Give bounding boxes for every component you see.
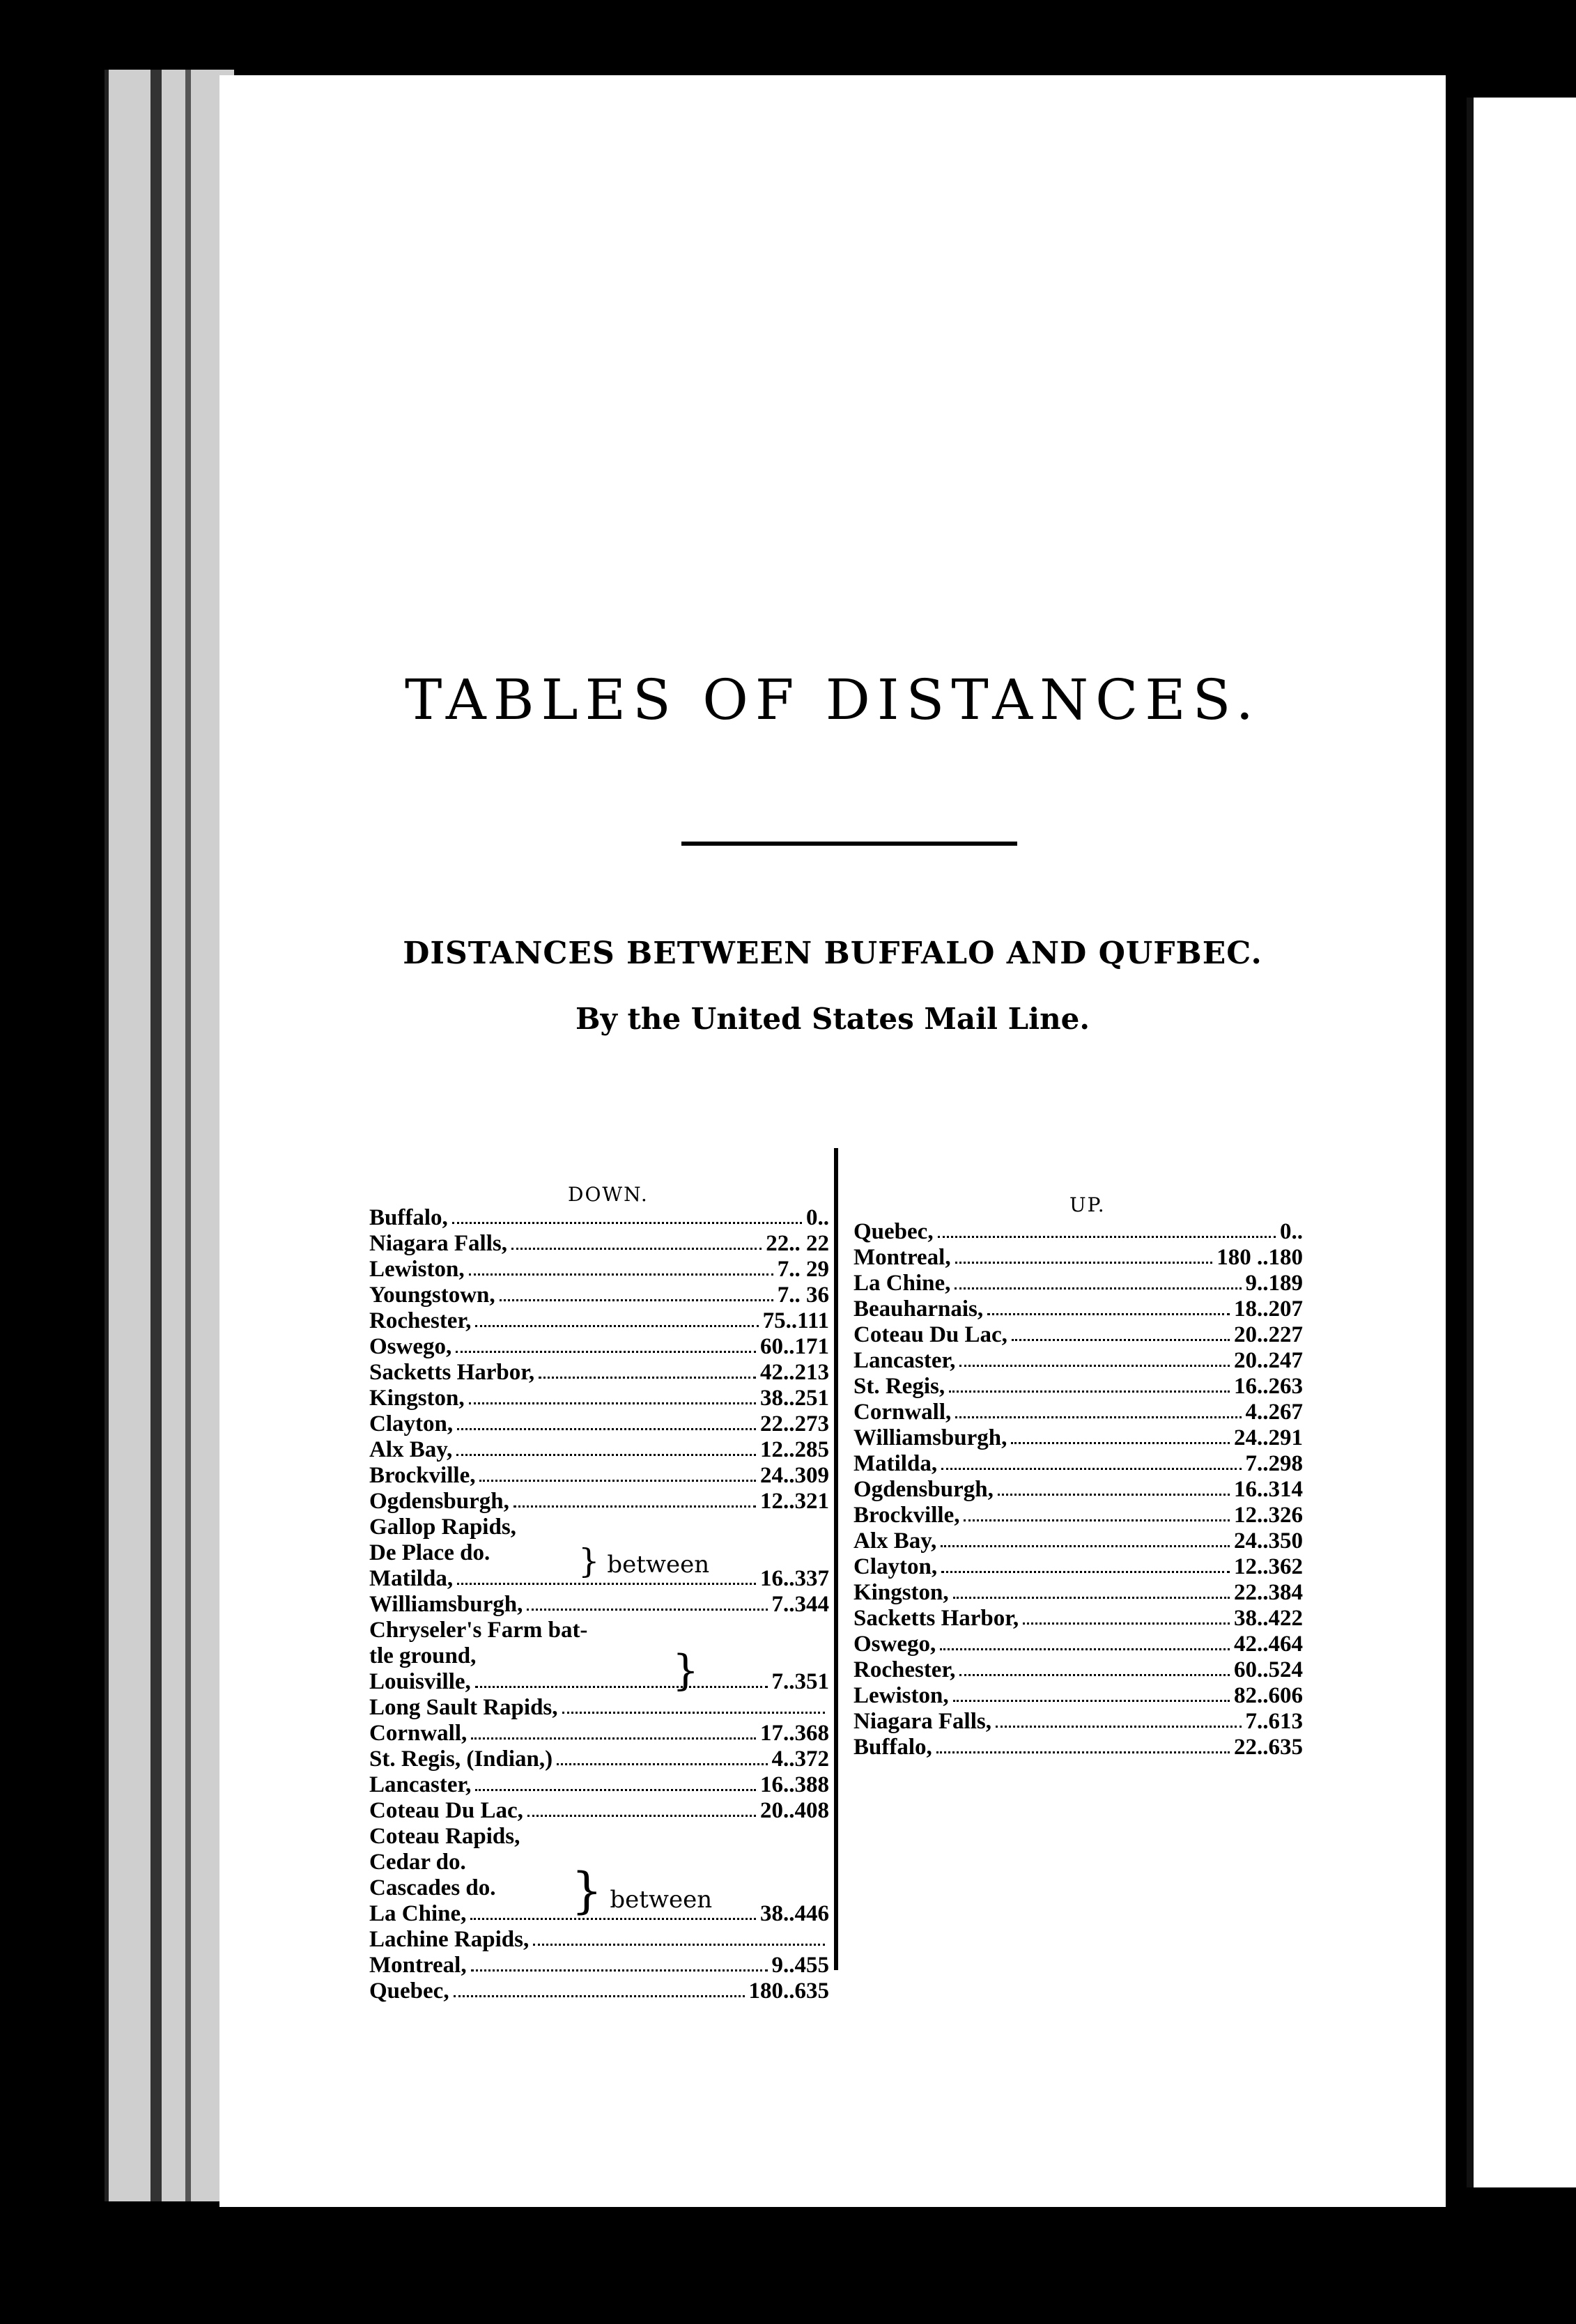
up-place-name: Kingston,: [853, 1580, 949, 1605]
up-distance: 9..189: [1245, 1271, 1303, 1296]
down-distance: 12..321: [760, 1489, 829, 1514]
down-table-row: [369, 1205, 829, 1231]
down-place-name: Matilda,: [369, 1566, 454, 1591]
up-table-row: [853, 1503, 1303, 1528]
up-table-row: [853, 1219, 1303, 1245]
up-table-row: [853, 1348, 1303, 1374]
down-table-row: [369, 1824, 829, 1850]
down-distance: 0..: [806, 1205, 829, 1230]
down-place-name: Gallop Rapids,: [369, 1515, 516, 1540]
up-distance: 24..350: [1234, 1528, 1303, 1554]
down-distance: 7.. 36: [777, 1283, 829, 1308]
up-place-name: Brockville,: [853, 1503, 960, 1528]
down-distance: 22..273: [760, 1411, 829, 1436]
leader-dots: [511, 1231, 762, 1250]
down-place-name: Chryseler's Farm bat-: [369, 1618, 588, 1643]
down-place-name: De Place do.: [369, 1540, 490, 1565]
down-place-name: Oswego,: [369, 1334, 452, 1359]
down-table-row: [369, 1334, 829, 1360]
down-place-name: La Chine,: [369, 1901, 467, 1926]
leader-dots: [469, 1386, 756, 1404]
down-place-name: Brockville,: [369, 1463, 476, 1488]
leader-dots: [527, 1798, 756, 1817]
down-table-row: [369, 1463, 829, 1489]
up-table-row: [853, 1528, 1303, 1554]
leader-dots: [955, 1400, 1241, 1418]
down-distance: 7.. 29: [777, 1257, 829, 1282]
leader-dots: [456, 1437, 756, 1456]
down-place-name: Sacketts Harbor,: [369, 1360, 535, 1385]
leader-dots: [936, 1735, 1230, 1753]
leader-dots: [475, 1308, 758, 1327]
down-place-name: Montreal,: [369, 1953, 467, 1978]
leader-dots: [475, 1669, 768, 1688]
up-place-name: Montreal,: [853, 1245, 951, 1270]
up-table-row: [853, 1580, 1303, 1606]
down-distance: 38..446: [760, 1901, 829, 1926]
up-place-name: Oswego,: [853, 1632, 936, 1657]
leader-dots: [1011, 1425, 1230, 1444]
down-place-name: tle ground,: [369, 1643, 477, 1668]
leader-dots: [456, 1334, 756, 1353]
leader-dots: [539, 1360, 756, 1379]
up-place-name: Buffalo,: [853, 1735, 932, 1760]
down-place-name: Cornwall,: [369, 1721, 468, 1746]
down-table-row: [369, 1515, 829, 1540]
up-place-name: Williamsburgh,: [853, 1425, 1007, 1450]
facing-page: [1467, 98, 1576, 2187]
down-place-name: Buffalo,: [369, 1205, 448, 1230]
up-distance: 180 ..180: [1216, 1245, 1303, 1270]
down-distance: 20..408: [760, 1798, 829, 1823]
leader-dots: [476, 1643, 829, 1669]
down-table-row: [369, 1643, 829, 1669]
down-table-row: [369, 1953, 829, 1978]
up-place-name: Quebec,: [853, 1219, 934, 1244]
leader-dots: [471, 1953, 768, 1971]
up-place-name: Coteau Du Lac,: [853, 1322, 1007, 1347]
down-table-row: [369, 1746, 829, 1772]
down-table-row: [369, 1489, 829, 1515]
page: [219, 75, 1446, 2207]
leader-dots: [475, 1772, 756, 1791]
up-place-name: Lewiston,: [853, 1683, 949, 1708]
up-distance: 12..362: [1234, 1554, 1303, 1579]
leader-dots: [520, 1824, 829, 1850]
down-place-name: Louisville,: [369, 1669, 471, 1694]
up-distance: 16..314: [1234, 1477, 1303, 1502]
leader-dots: [479, 1463, 756, 1482]
up-place-name: Sacketts Harbor,: [853, 1606, 1019, 1631]
down-table-row: [369, 1360, 829, 1386]
leader-dots: [953, 1683, 1230, 1702]
up-distance: 38..422: [1234, 1606, 1303, 1631]
down-table-row: [369, 1618, 829, 1643]
up-table-row: [853, 1683, 1303, 1709]
down-distance: 12..285: [760, 1437, 829, 1462]
up-table-row: [853, 1245, 1303, 1271]
up-distance: 60..524: [1234, 1657, 1303, 1682]
down-place-name: Lachine Rapids,: [369, 1927, 530, 1952]
down-table-row: [369, 1308, 829, 1334]
down-distance: 17..368: [760, 1721, 829, 1746]
down-distance: 180..635: [748, 1978, 829, 2004]
down-distance: 16..388: [760, 1772, 829, 1797]
leader-dots: [1023, 1606, 1230, 1625]
up-distance: 22..635: [1234, 1735, 1303, 1760]
down-table-row: [369, 1772, 829, 1798]
up-place-name: Beauharnais,: [853, 1296, 984, 1322]
up-distance: 18..207: [1234, 1296, 1303, 1322]
column-divider: [834, 1148, 838, 1970]
down-place-name: Niagara Falls,: [369, 1231, 507, 1256]
leader-dots: [996, 1709, 1242, 1728]
down-place-name: Lancaster,: [369, 1772, 472, 1797]
leader-dots: [454, 1978, 745, 1997]
up-distance: 42..464: [1234, 1632, 1303, 1657]
leader-dots: [959, 1657, 1230, 1676]
leader-dots: [562, 1695, 825, 1714]
down-place-name: Kingston,: [369, 1386, 465, 1411]
up-place-name: Lancaster,: [853, 1348, 956, 1373]
leader-dots: [471, 1721, 756, 1740]
up-distance: 20..247: [1234, 1348, 1303, 1373]
up-distance: 24..291: [1234, 1425, 1303, 1450]
down-column-heading: DOWN.: [568, 1183, 649, 1206]
spine-edge: [150, 70, 162, 2201]
book-spine: [105, 70, 234, 2201]
up-distance: 22..384: [1234, 1580, 1303, 1605]
down-place-name: Cedar do.: [369, 1850, 466, 1875]
up-table-row: [853, 1606, 1303, 1632]
up-distance: 4..267: [1245, 1400, 1303, 1425]
down-table-row: [369, 1386, 829, 1411]
up-place-name: Rochester,: [853, 1657, 956, 1682]
down-distance: 7..344: [771, 1592, 829, 1617]
down-place-name: Clayton,: [369, 1411, 454, 1436]
down-table-row: [369, 1798, 829, 1824]
down-place-name: Coteau Rapids,: [369, 1824, 520, 1849]
up-distance: 12..326: [1234, 1503, 1303, 1528]
leader-dots: [500, 1283, 773, 1301]
down-table-row: [369, 1592, 829, 1618]
down-distance: 22.. 22: [766, 1231, 829, 1256]
leader-dots: [941, 1528, 1230, 1547]
leader-dots: [959, 1348, 1230, 1367]
up-table-row: [853, 1271, 1303, 1296]
up-table: [853, 1219, 1303, 1760]
up-table-row: [853, 1322, 1303, 1348]
up-distance: 20..227: [1234, 1322, 1303, 1347]
up-distance: 0..: [1280, 1219, 1303, 1244]
up-table-row: [853, 1400, 1303, 1425]
leader-dots: [452, 1205, 802, 1224]
leader-dots: [469, 1257, 773, 1276]
up-distance: 7..298: [1245, 1451, 1303, 1476]
down-distance: 16..337: [760, 1566, 829, 1591]
down-place-name: Ogdensburgh,: [369, 1489, 509, 1514]
up-table-row: [853, 1296, 1303, 1322]
down-table-row: [369, 1257, 829, 1283]
leader-dots: [516, 1515, 829, 1540]
down-table-row: [369, 1721, 829, 1746]
down-distance: 4..372: [771, 1746, 829, 1772]
up-place-name: La Chine,: [853, 1271, 951, 1296]
up-table-row: [853, 1554, 1303, 1580]
table-subheading: By the United States Mail Line.: [575, 1002, 1090, 1036]
down-table-row: [369, 1411, 829, 1437]
leader-dots: [457, 1411, 756, 1430]
leader-dots: [998, 1477, 1230, 1496]
up-place-name: Clayton,: [853, 1554, 938, 1579]
title-rule: [681, 842, 1017, 846]
up-table-row: [853, 1477, 1303, 1503]
between-label-2: between: [610, 1886, 713, 1914]
page-title: TABLES OF DISTANCES.: [404, 667, 1261, 732]
up-place-name: St. Regis,: [853, 1374, 945, 1399]
between-note-1: } between: [578, 1542, 710, 1581]
leader-dots: [557, 1746, 767, 1765]
down-distance: 9..455: [771, 1953, 829, 1978]
leader-dots: [940, 1632, 1230, 1650]
down-place-name: Quebec,: [369, 1978, 449, 2004]
down-table-row: [369, 1695, 829, 1721]
up-table-row: [853, 1657, 1303, 1683]
down-distance: 60..171: [760, 1334, 829, 1359]
down-distance: 75..111: [762, 1308, 829, 1333]
leader-dots: [987, 1296, 1230, 1315]
leader-dots: [1012, 1322, 1230, 1341]
between-label-1: between: [607, 1551, 710, 1579]
down-place-name: Rochester,: [369, 1308, 472, 1333]
leader-dots: [955, 1271, 1241, 1289]
up-distance: 82..606: [1234, 1683, 1303, 1708]
up-table-row: [853, 1451, 1303, 1477]
leader-dots: [955, 1245, 1213, 1264]
down-table-row: [369, 1283, 829, 1308]
leader-dots: [533, 1927, 825, 1946]
up-table-row: [853, 1632, 1303, 1657]
down-distance: 7..351: [771, 1669, 829, 1694]
leader-dots: [941, 1554, 1230, 1573]
up-place-name: Niagara Falls,: [853, 1709, 991, 1734]
down-place-name: St. Regis, (Indian,): [369, 1746, 553, 1772]
up-table-row: [853, 1374, 1303, 1400]
between-note-2: } between: [571, 1862, 713, 1919]
table-heading: DISTANCES BETWEEN BUFFALO AND QUFBEC.: [403, 936, 1262, 971]
down-place-name: Youngstown,: [369, 1283, 495, 1308]
down-distance: 42..213: [760, 1360, 829, 1385]
down-distance: 24..309: [760, 1463, 829, 1488]
up-column-heading: UP.: [1069, 1193, 1106, 1216]
leader-dots: [941, 1451, 1241, 1470]
leader-dots: [953, 1580, 1230, 1599]
down-table-row: [369, 1231, 829, 1257]
down-table-row: [369, 1978, 829, 2004]
up-place-name: Matilda,: [853, 1451, 938, 1476]
leader-dots: [587, 1618, 829, 1643]
leader-dots: [949, 1374, 1230, 1393]
leader-dots: [527, 1592, 767, 1611]
down-place-name: Coteau Du Lac,: [369, 1798, 523, 1823]
down-table-row: [369, 1669, 829, 1695]
down-place-name: Alx Bay,: [369, 1437, 453, 1462]
down-distance: 38..251: [760, 1386, 829, 1411]
leader-dots: [513, 1489, 756, 1508]
brace-mark-2: }: [672, 1646, 700, 1695]
up-table-row: [853, 1709, 1303, 1735]
down-place-name: Long Sault Rapids,: [369, 1695, 558, 1720]
leader-dots: [938, 1219, 1276, 1238]
up-distance: 7..613: [1245, 1709, 1303, 1734]
up-table-row: [853, 1425, 1303, 1451]
down-table-row: [369, 1927, 829, 1953]
down-table-row: [369, 1437, 829, 1463]
up-table-row: [853, 1735, 1303, 1760]
up-distance: 16..263: [1234, 1374, 1303, 1399]
leader-dots: [964, 1503, 1230, 1521]
down-place-name: Lewiston,: [369, 1257, 465, 1282]
down-place-name: Cascades do.: [369, 1875, 496, 1900]
up-place-name: Ogdensburgh,: [853, 1477, 994, 1502]
up-place-name: Alx Bay,: [853, 1528, 937, 1554]
up-place-name: Cornwall,: [853, 1400, 952, 1425]
spine-edge-inner: [185, 70, 191, 2201]
down-place-name: Williamsburgh,: [369, 1592, 523, 1617]
